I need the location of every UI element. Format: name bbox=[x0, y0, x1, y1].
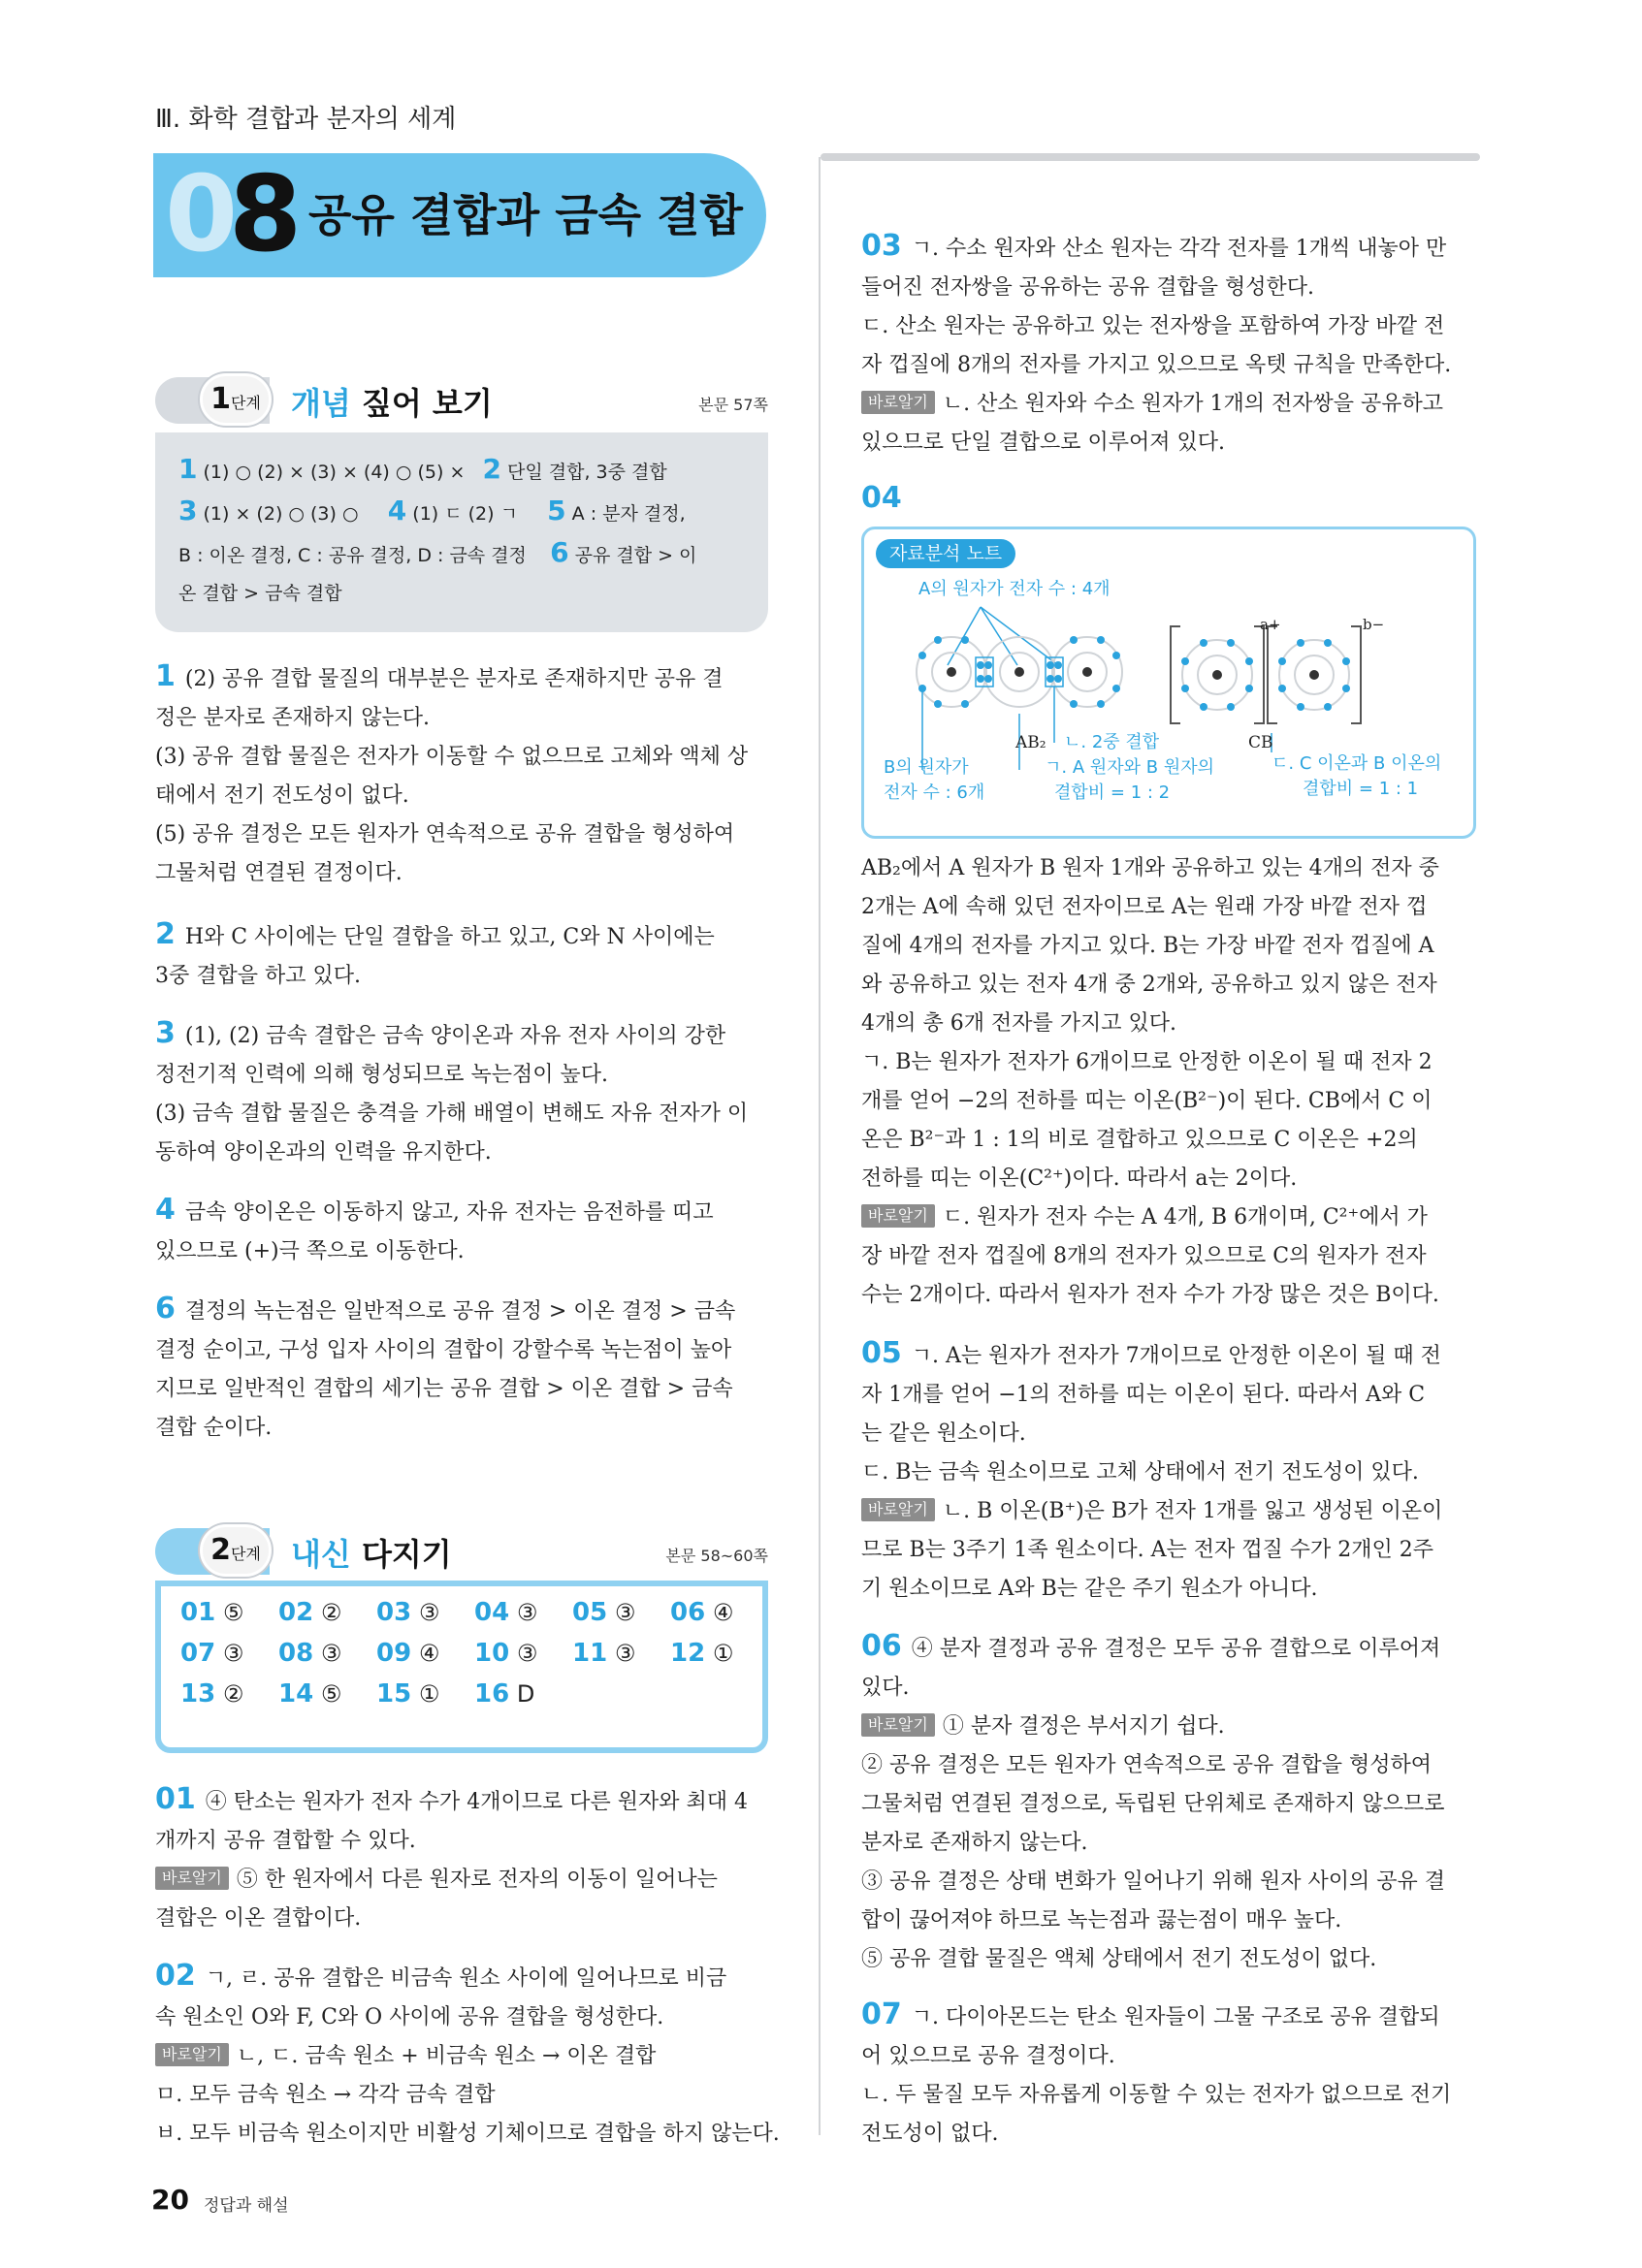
answer-cell bbox=[474, 1598, 572, 1627]
step2-badge: 2단계 bbox=[200, 1524, 272, 1577]
question-04-number: 04 bbox=[861, 481, 902, 515]
answer-choice: ④ bbox=[411, 1640, 440, 1667]
answer-choice: ② bbox=[313, 1599, 342, 1626]
answer-question-number: 06 bbox=[670, 1598, 706, 1627]
answer-question-number: 08 bbox=[278, 1639, 314, 1668]
answer-cell bbox=[376, 1598, 474, 1627]
answer-cell bbox=[278, 1598, 376, 1627]
explanation-2: 2 H와 C 사이에는 단일 결합을 하고 있고, C와 N 사이에는 3중 결합을 하고 있다. bbox=[155, 917, 715, 988]
answer-question-number: 02 bbox=[278, 1598, 314, 1627]
step1-header bbox=[155, 373, 768, 428]
correction-tag: 바로알기 bbox=[155, 1867, 229, 1890]
correction-tag: 바로알기 bbox=[861, 1713, 935, 1737]
answer-choice: ③ bbox=[509, 1599, 538, 1626]
answer-choice: ③ bbox=[215, 1640, 244, 1667]
cb-ratio-label-2: 결합비 = 1 : 1 bbox=[1303, 779, 1419, 799]
answer-question-number: 05 bbox=[572, 1598, 608, 1627]
answer-choice: ④ bbox=[705, 1599, 734, 1626]
chapter-number-light: 0 bbox=[165, 154, 239, 275]
correction-tag: 바로알기 bbox=[861, 1204, 935, 1228]
explanation-1: 1 (2) 공유 결합 물질의 대부분은 분자로 존재하지만 공유 결 정은 분자로 존재하지 않는다. (3) 공유 결합 물질은 전자가 이동할 수 없으므로 고체와 액체 상 태에서 전기 전도성이 없다. (5) 공유 결정은 모든 원자가 연속적으로 공유 결합을 형성하여 그물처럼 연결된 결정이다. bbox=[155, 659, 749, 885]
answer-cell bbox=[572, 1598, 670, 1627]
answer-choice: ③ bbox=[509, 1640, 538, 1667]
answer-cell bbox=[180, 1598, 278, 1627]
step2-page-ref: 본문 58~60쪽 bbox=[665, 1547, 768, 1565]
analysis-note bbox=[861, 527, 1476, 839]
ab2-label: AB₂ bbox=[1015, 733, 1046, 752]
a-valence-label: A의 원자가 전자 수 : 4개 bbox=[918, 579, 1111, 599]
step2-title: 내신 다지기 bbox=[291, 1536, 452, 1573]
answer-question-number: 07 bbox=[180, 1639, 216, 1668]
chapter-number: 8 bbox=[229, 154, 303, 275]
question-04-explanation: AB₂에서 A 원자가 B 원자 1개와 공유하고 있는 4개의 전자 중 2개는 A에 속해 있던 전자이므로 A는 원래 가장 바깥 전자 껍 질에 4개의 전자를 가지고 있다. B는 가장 바깥 전자 껍질에 A 와 공유하고 있는 전자 4개 중 2개와, 공유하고 있지 않은 전자 4개의 총 6개 전자를 가지고 있다. ㄱ. B는 원자가 전자가 6개이므로 안정한 이온이 될 때 전자 2 개를 얻어 −2의 전하를 띠는 이온(B²⁻)이 된다. CB에서 C 이 온은 B²⁻과 1 : 1의 비로 결합하고 있으므로 C 이온은 +2의 전하를 띠는 이온(C²⁺)이다. 따라서 a는 2이다. 바로알기 ㄷ. 원자가 전자 수는 A 4개, B 6개이며, C²⁺에서 가 장 바깥 전자 껍질에 8개의 전자가 있으므로 C의 원자가 전자 수는 2개이다. 따라서 원자가 전자 수가 가장 많은 것은 B이다. bbox=[861, 856, 1439, 1307]
step1-answer-box bbox=[155, 432, 768, 632]
answer-cell bbox=[572, 1639, 670, 1668]
question-02-explanation: 02 ㄱ, ㄹ. 공유 결합은 비금속 원소 사이에 일어나므로 비금 속 원소인 O와 F, C와 O 사이에 공유 결합을 형성한다. 바로알기 ㄴ, ㄷ. 금속 원소 + 비금속 원소 → 이온 결합 ㅁ. 모두 금속 원소 → 각각 금속 결합 ㅂ. 모두 비금속 원소이지만 비활성 기체이므로 결합을 하지 않는다. bbox=[155, 1959, 780, 2146]
ab-ratio-label-1: ㄱ. A 원자와 B 원자의 bbox=[1045, 757, 1214, 778]
answer-cell bbox=[376, 1639, 474, 1668]
footer-label: 정답과 해설 bbox=[204, 2196, 289, 2216]
answer-cell bbox=[474, 1679, 572, 1709]
answer-cell bbox=[180, 1679, 278, 1709]
b-valence-label-2: 전자 수 : 6개 bbox=[884, 783, 985, 803]
answer-question-number: 09 bbox=[376, 1639, 412, 1668]
question-07-explanation: 07 ㄱ. 다이아몬드는 탄소 원자들이 그물 구조로 공유 결합되 어 있으므로 공유 결정이다. ㄴ. 두 물질 모두 자유롭게 이동할 수 있는 전자가 없으므로 전기 전도성이 없다. bbox=[861, 1997, 1452, 2146]
step1-badge: 1단계 bbox=[200, 373, 272, 426]
answer-question-number: 15 bbox=[376, 1679, 412, 1709]
answer-choice: ⑤ bbox=[313, 1680, 342, 1708]
answer-choice: ① bbox=[705, 1640, 734, 1667]
answer-question-number: 13 bbox=[180, 1679, 216, 1709]
answer-choice: ③ bbox=[313, 1640, 342, 1667]
question-06-explanation: 06 ④ 분자 결정과 공유 결정은 모두 공유 결합으로 이루어져 있다. 바로알기 ① 분자 결정은 부서지기 쉽다. ② 공유 결정은 모든 원자가 연속적으로 공유 결합을 형성하여 그물처럼 연결된 결정으로, 독립된 단위체로 존재하지 않으므로 분자로 존재하지 않는다. ③ 공유 결정은 상태 변화가 일어나기 위해 원자 사이의 공유 결 합이 끊어져야 하므로 녹는점과 끓는점이 매우 높다. ⑤ 공유 결합 물질은 액체 상태에서 전기 전도성이 없다. bbox=[861, 1629, 1445, 1971]
answer-question-number: 04 bbox=[474, 1598, 510, 1627]
answer-choice: ③ bbox=[607, 1640, 636, 1667]
answer-cell bbox=[278, 1679, 376, 1709]
question-05-explanation: 05 ㄱ. A는 원자가 전자가 7개이므로 안정한 이온이 될 때 전 자 1개를 얻어 −1의 전하를 띠는 이온이 된다. 따라서 A와 C 는 같은 원소이다. ㄷ. B는 금속 원소이므로 고체 상태에서 전기 전도성이 있다. 바로알기 ㄴ. B 이온(B⁺)은 B가 전자 1개를 잃고 생성된 이온이 므로 B는 3주기 1족 원소이다. A는 전자 껍질 수가 2개인 2주 기 원소이므로 A와 B는 같은 주기 원소가 아니다. bbox=[861, 1336, 1443, 1601]
step1-page-ref: 본문 57쪽 bbox=[698, 396, 768, 414]
answer-choice: ② bbox=[215, 1680, 244, 1708]
answer-question-number: 01 bbox=[180, 1598, 216, 1627]
answer-cell bbox=[670, 1598, 768, 1627]
answer-cell bbox=[278, 1639, 376, 1668]
answer-cell bbox=[180, 1639, 278, 1668]
analysis-note-title: 자료분석 노트 bbox=[876, 539, 1015, 568]
correction-tag: 바로알기 bbox=[155, 2043, 229, 2066]
answer-grid bbox=[180, 1598, 743, 1709]
chapter-banner bbox=[153, 153, 766, 277]
answer-row: 온 결합 > 금속 결합 bbox=[178, 583, 342, 604]
charge-b-label: b− bbox=[1363, 616, 1385, 633]
question-01-explanation: 01 ④ 탄소는 원자가 전자 수가 4개이므로 다른 원자와 최대 4 개까지 공유 결합할 수 있다. 바로알기 ⑤ 한 원자에서 다른 원자로 전자의 이동이 일어나는 결합은 이온 결합이다. bbox=[155, 1782, 748, 1931]
correction-tag: 바로알기 bbox=[861, 391, 935, 414]
explanation-6: 6 결정의 녹는점은 일반적으로 공유 결정 > 이온 결정 > 금속 결정 순이고, 구성 입자 사이의 결합이 강할수록 녹는점이 높아 지므로 일반적인 결합의 세기는 공유 결합 > 이온 결합 > 금속 결합 순이다. bbox=[155, 1292, 736, 1440]
section-header: Ⅲ. 화학 결합과 분자의 세계 bbox=[155, 105, 457, 134]
ab-ratio-label-2: 결합비 = 1 : 2 bbox=[1054, 783, 1171, 803]
answer-cell bbox=[670, 1639, 768, 1668]
explanation-3: 3 (1), (2) 금속 결합은 금속 양이온과 자유 전자 사이의 강한 정전기적 인력에 의해 형성되므로 녹는점이 높다. (3) 금속 결합 물질은 충격을 가해 배열이 변해도 자유 전자가 이 동하여 양이온과의 인력을 유지한다. bbox=[155, 1016, 749, 1165]
double-bond-label: ㄴ. 2중 결합 bbox=[1064, 732, 1160, 752]
question-03-explanation: 03 ㄱ. 수소 원자와 산소 원자는 각각 전자를 1개씩 내놓아 만 들어진 전자쌍을 공유하는 공유 결합을 형성한다. ㄷ. 산소 원자는 공유하고 있는 전자쌍을 포함하여 가장 바깥 전 자 껍질에 8개의 전자를 가지고 있으므로 옥텟 규칙을 만족한다. 바로알기 ㄴ. 산소 원자와 수소 원자가 1개의 전자쌍을 공유하고 있으므로 단일 결합으로 이루어져 있다. bbox=[861, 229, 1452, 455]
answer-cell bbox=[376, 1679, 474, 1709]
cb-ratio-label-1: ㄷ. C 이온과 B 이온의 bbox=[1272, 753, 1442, 774]
answer-question-number: 12 bbox=[670, 1639, 706, 1668]
answer-row: 1 (1) ○ (2) × (3) × (4) ○ (5) × 2 단일 결합, 3중 결합 bbox=[178, 453, 667, 485]
b-valence-label-1: B의 원자가 bbox=[884, 757, 969, 778]
page-number: 20 bbox=[151, 2184, 189, 2216]
answer-choice: D bbox=[509, 1680, 535, 1708]
answer-choice: ⑤ bbox=[215, 1599, 244, 1626]
step2-header bbox=[155, 1524, 768, 1579]
answer-row: B : 이온 결정, C : 공유 결정, D : 금속 결정 6 공유 결합 > 이 bbox=[178, 536, 697, 568]
cb-label: CB bbox=[1248, 733, 1273, 752]
answer-question-number: 03 bbox=[376, 1598, 412, 1627]
answer-question-number: 11 bbox=[572, 1639, 608, 1668]
charge-a-label: a+ bbox=[1260, 616, 1281, 633]
answer-question-number: 16 bbox=[474, 1679, 510, 1709]
column-divider-line bbox=[819, 157, 821, 2135]
step2-answer-box bbox=[155, 1581, 768, 1753]
answer-question-number: 10 bbox=[474, 1639, 510, 1668]
answer-cell bbox=[474, 1639, 572, 1668]
explanation-4: 4 금속 양이온은 이동하지 않고, 자유 전자는 음전하를 띠고 있으므로 (+)극 쪽으로 이동한다. bbox=[155, 1193, 714, 1263]
correction-tag: 바로알기 bbox=[861, 1498, 935, 1521]
step1-title: 개념 짚어 보기 bbox=[291, 385, 493, 422]
chapter-title: 공유 결합과 금속 결합 bbox=[308, 189, 743, 241]
answer-choice: ① bbox=[411, 1680, 440, 1708]
answer-choice: ③ bbox=[607, 1599, 636, 1626]
answer-question-number: 14 bbox=[278, 1679, 314, 1709]
column-divider-top bbox=[821, 153, 1480, 161]
answer-choice: ③ bbox=[411, 1599, 440, 1626]
answer-row: 3 (1) × (2) ○ (3) ○ 4 (1) ㄷ (2) ㄱ 5 A : 분자 결정, bbox=[178, 495, 686, 527]
